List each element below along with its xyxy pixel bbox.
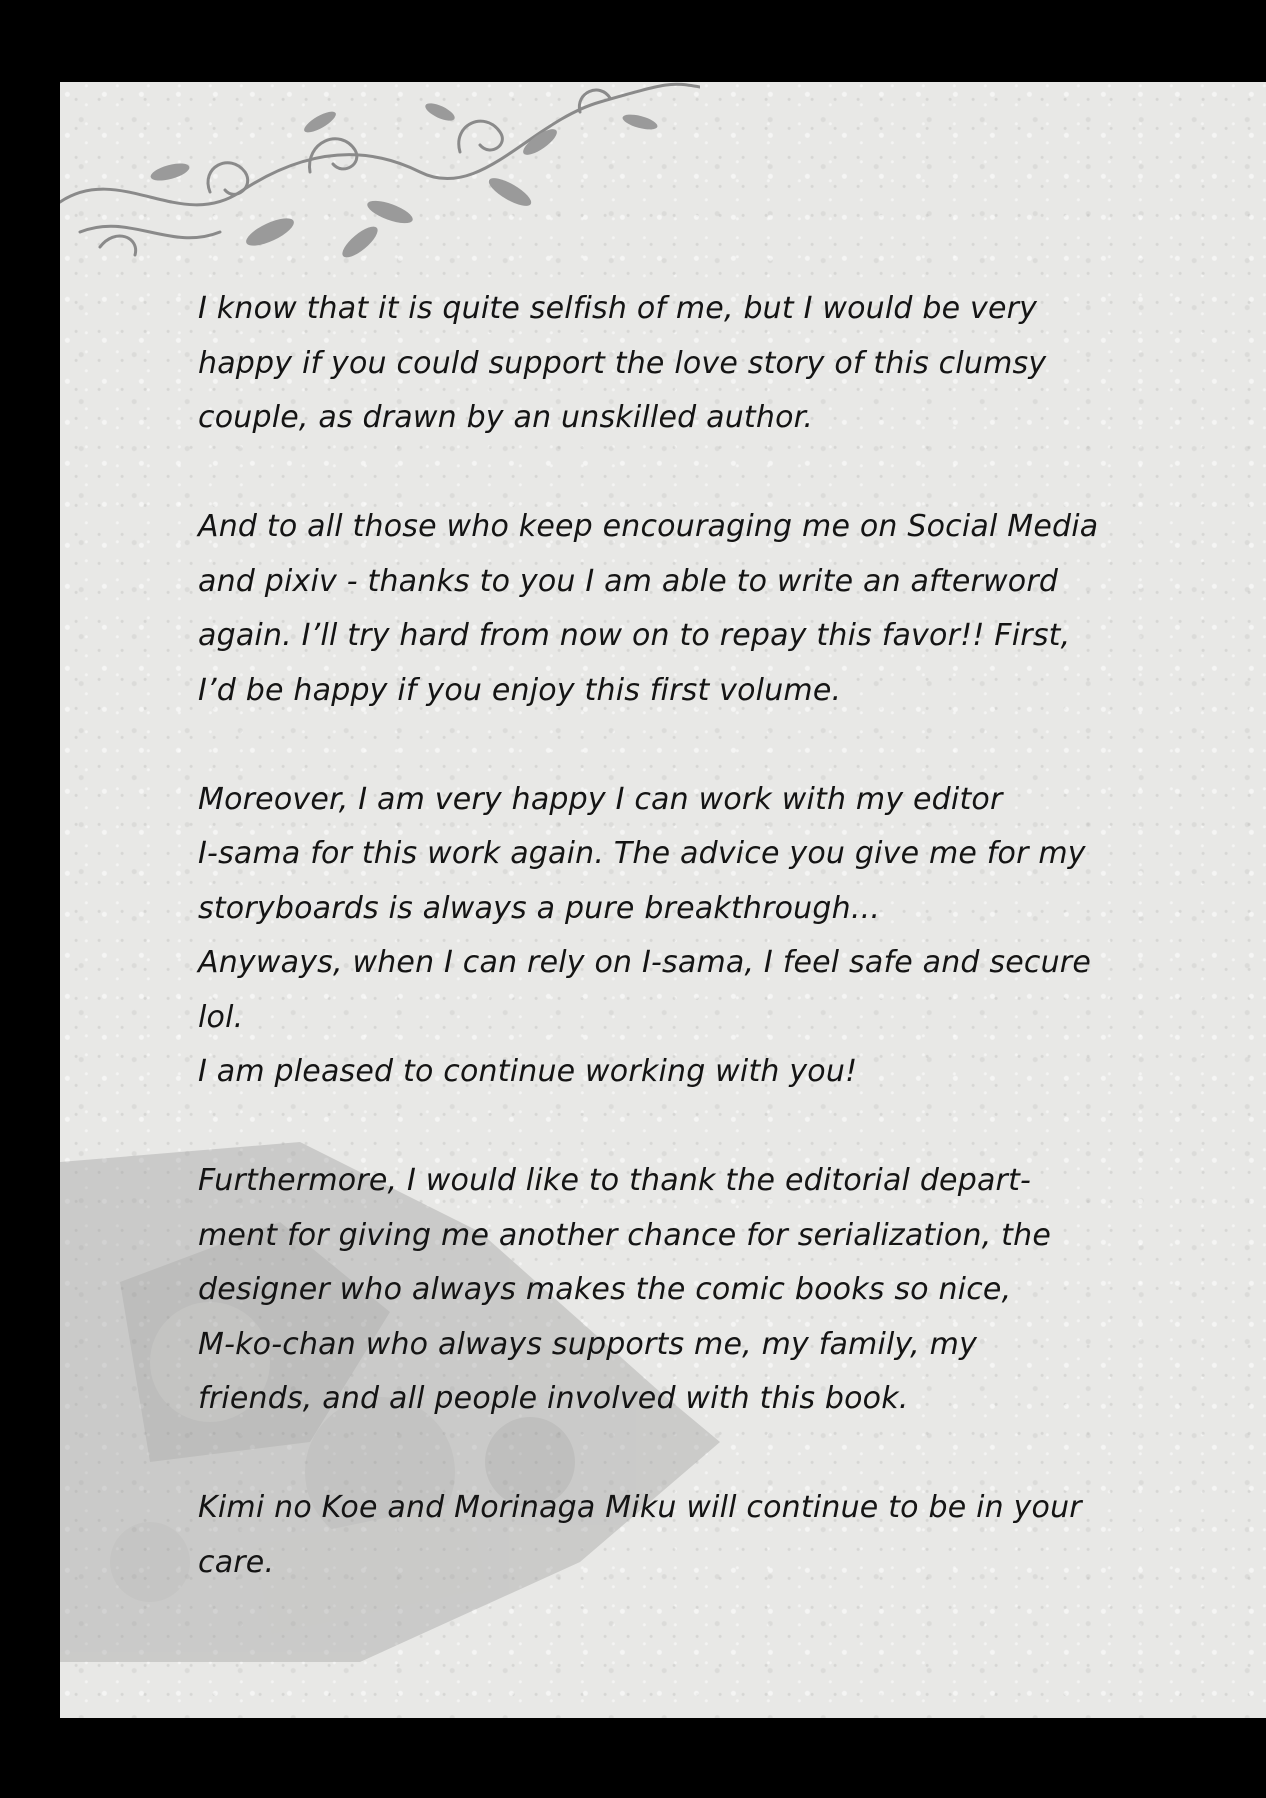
letter-line: care. [198, 1544, 275, 1580]
paragraph-closing [198, 1481, 1208, 1590]
paragraph-thanks [198, 1154, 1208, 1427]
letter-line: Kimi no Koe and Morinaga Miku will continue to be in your [198, 1490, 1082, 1525]
letter-line: lol. [198, 999, 244, 1035]
paper-sheet [60, 82, 1266, 1718]
letter-line: Furthermore, I would like to thank the editorial depart- [198, 1163, 1032, 1198]
letter-line: designer who always makes the comic books so nice, [198, 1272, 1012, 1307]
afterword-letter [198, 282, 1208, 1645]
letter-line: ment for giving me another chance for serialization, the [198, 1217, 1052, 1253]
letter-line: storyboards is always a pure breakthrough... [198, 890, 881, 926]
letter-line: Anyways, when I can rely on I-sama, I feel safe and secure [198, 945, 1091, 980]
floral-vine-icon [60, 82, 700, 272]
letter-line: couple, as drawn by an unskilled author. [198, 400, 814, 435]
letter-line: and pixiv - thanks to you I am able to write an afterword [198, 563, 1059, 599]
letter-line: happy if you could support the love story of this clumsy [198, 345, 1047, 381]
letter-line: I am pleased to continue working with you! [198, 1054, 858, 1089]
letter-line: again. I’ll try hard from now on to repay this favor!! First, [198, 618, 1071, 653]
letter-line: Moreover, I am very happy I can work with my editor [198, 781, 1003, 817]
letter-line: I’d be happy if you enjoy this first volume. [198, 672, 842, 708]
letter-line: I-sama for this work again. The advice you give me for my [198, 836, 1086, 871]
letter-line: M-ko-chan who always supports me, my family, my [198, 1326, 978, 1362]
paragraph-social-media [198, 500, 1208, 718]
letter-line: And to all those who keep encouraging me on Social Media [198, 509, 1099, 544]
letter-line: friends, and all people involved with this book. [198, 1381, 909, 1416]
letter-line: I know that it is quite selfish of me, but I would be very [198, 291, 1038, 326]
paragraph-editor [198, 773, 1208, 1100]
paragraph-support [198, 282, 1208, 446]
